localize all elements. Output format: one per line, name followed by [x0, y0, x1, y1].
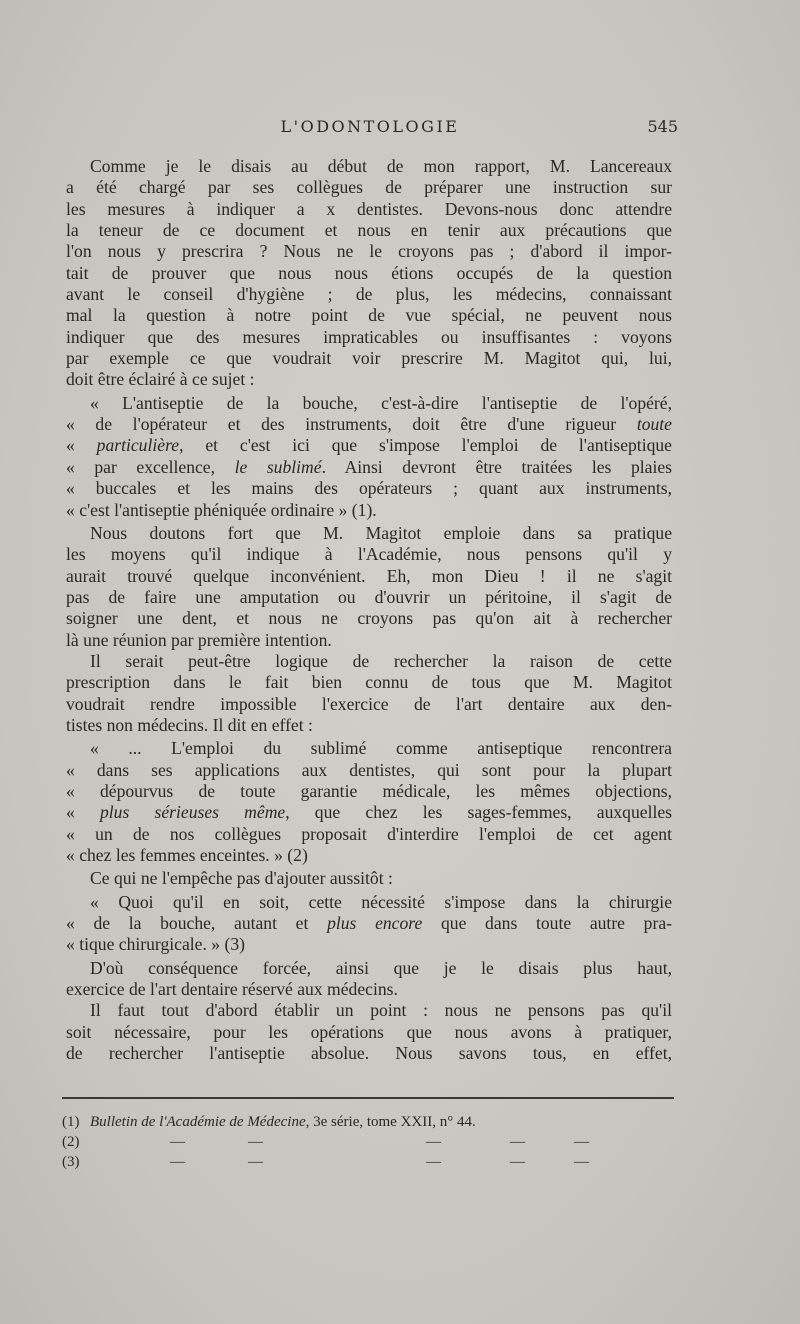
footnotes [62, 1112, 674, 1172]
ditto-mark: — [426, 1154, 441, 1170]
quote-line: « par excellence, le sublimé. Ainsi devront être traitées les plaies [66, 456, 672, 477]
text-line: Il serait peut-être logique de rechercher la raison de cette [90, 650, 672, 671]
text-line: Il faut tout d'abord établir un point : nous ne pensons pas qu'il [90, 1000, 672, 1021]
ditto-mark: — [510, 1154, 525, 1170]
text-line: mal la question à notre point de vue spécial, ne peuvent nous [66, 305, 672, 326]
quote-line: « plus sérieuses même, que chez les sages-femmes, auxquelles [66, 802, 673, 823]
quote-line: « dépourvus de toute garantie médicale, les mêmes objections, [66, 780, 672, 801]
text-line: les moyens qu'il indique à l'Académie, nous pensons qu'il y [66, 544, 672, 565]
text-line: la teneur de ce document et nous en tenir aux précautions que [66, 220, 672, 241]
quote-line: « ... L'emploi du sublimé comme antiseptique rencontrera [90, 738, 672, 759]
text-line: soit nécessaire, pour les opérations que nous avons à pratiquer, [66, 1021, 672, 1042]
text-line: soigner une dent, et nous ne croyons pas qu'on ait à rechercher [66, 608, 672, 629]
page-number: 545 [647, 117, 678, 136]
quote-line: « de l'opérateur et des instruments, doit être d'une rigueur toute [66, 414, 672, 435]
running-title: L'ODONTOLOGIE [280, 117, 460, 136]
text-line: tait de prouver que nous nous étions occupés de la question [66, 262, 672, 283]
ditto-mark: — [170, 1154, 185, 1170]
text-line: voudrait rendre impossible l'exercice de l'art dentaire aux den- [66, 693, 672, 714]
text-line: doit être éclairé à ce sujet : [66, 369, 255, 390]
footnote-number: (2) [62, 1134, 80, 1150]
footnote-text: Bulletin de l'Académie de Médecine, 3e série, tome XXII, n° 44. [90, 1114, 476, 1130]
ditto-mark: — [170, 1134, 185, 1150]
text-line: l'on nous y prescrira ? Nous ne le croyons pas ; d'abord il impor- [66, 241, 672, 262]
footnote-1 [62, 1112, 674, 1132]
text-line: par exemple ce que voudrait voir prescrire M. Magitot qui, lui, [66, 348, 672, 369]
footnote-3 [62, 1152, 674, 1172]
text-line: indiquer que des mesures impraticables ou insuffisantes : voyons [66, 326, 672, 347]
quote-line: « un de nos collègues proposait d'interdire l'emploi de cet agent [66, 823, 672, 844]
ditto-mark: — [574, 1134, 589, 1150]
text-line: exercice de l'art dentaire réservé aux médecins. [66, 979, 398, 1000]
text-line: aurait trouvé quelque inconvénient. Eh, mon Dieu ! il ne s'agit [66, 565, 672, 586]
footnote-2 [62, 1132, 674, 1152]
text-line: tistes non médecins. Il dit en effet : [66, 714, 313, 735]
quote-line: « chez les femmes enceintes. » (2) [66, 845, 308, 865]
text-line: D'où conséquence forcée, ainsi que je le disais plus haut, [90, 957, 672, 978]
text-line: pas de faire une amputation ou d'ouvrir un péritoine, il s'agit de [66, 586, 672, 607]
text-line: de rechercher l'antiseptie absolue. Nous savons tous, en effet, [66, 1043, 672, 1064]
text-line: les mesures à indiquer a x dentistes. Devons-nous donc attendre [66, 198, 672, 219]
text-line: Ce qui ne l'empêche pas d'ajouter aussitôt : [90, 868, 393, 889]
text-line: avant le conseil d'hygiène ; de plus, les médecins, connaissant [66, 284, 672, 305]
ditto-mark: — [574, 1154, 589, 1170]
text-line: prescription dans le fait bien connu de tous que M. Magitot [66, 672, 672, 693]
ditto-mark: — [426, 1134, 441, 1150]
quote-line: « dans ses applications aux dentistes, qui sont pour la plupart [66, 759, 672, 780]
text-line: Nous doutons fort que M. Magitot emploie dans sa pratique [90, 522, 672, 543]
footnote-number: (1) [62, 1114, 80, 1130]
page-header [62, 117, 678, 139]
footnote-rule [62, 1097, 674, 1099]
body-text [66, 156, 672, 1064]
text-line: a été chargé par ses collègues de préparer une instruction sur [66, 177, 672, 198]
text-line: Comme je le disais au début de mon rapport, M. Lancereaux [90, 156, 672, 176]
quote-line: « L'antiseptie de la bouche, c'est-à-dire l'antiseptie de l'opéré, [90, 392, 672, 413]
quote-line: « de la bouche, autant et plus encore que dans toute autre pra- [66, 913, 672, 934]
ditto-mark: — [510, 1134, 525, 1150]
quote-line: « buccales et les mains des opérateurs ; quant aux instruments, [66, 478, 672, 499]
quote-line: « c'est l'antiseptie phéniquée ordinaire » (1). [66, 499, 377, 520]
quote-line: « tique chirurgicale. » (3) [66, 934, 245, 955]
ditto-mark: — [248, 1134, 263, 1150]
ditto-mark: — [248, 1154, 263, 1170]
quote-line: « particulière, et c'est ici que s'impose l'emploi de l'antiseptique [66, 435, 672, 456]
text-line: là une réunion par première intention. [66, 629, 332, 650]
footnote-number: (3) [62, 1154, 80, 1170]
quote-line: « Quoi qu'il en soit, cette nécessité s'impose dans la chirurgie [90, 891, 672, 912]
